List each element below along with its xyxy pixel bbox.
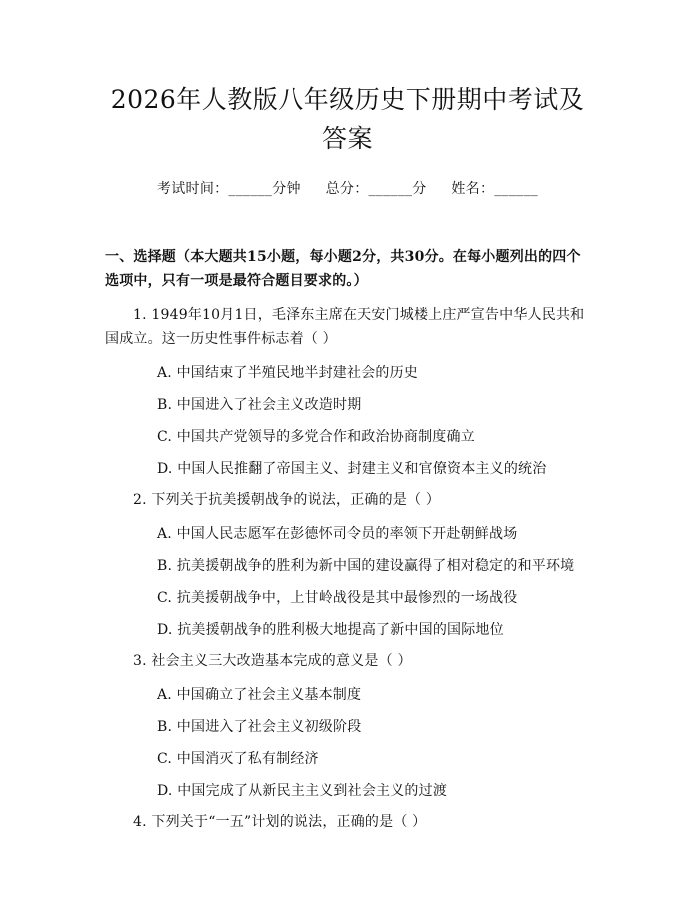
option-a: A. 中国确立了社会主义基本制度	[157, 687, 362, 703]
option-b: B. 中国进入了社会主义改造时期	[157, 397, 362, 413]
question-stem: 1. 1949年10月1日，毛泽东主席在天安门城楼上庄严宣告中华人民共和国成立。这一历史性事件标志着（ ）	[105, 307, 585, 347]
question-4	[105, 810, 590, 834]
total-score-field: 总分：______分	[325, 181, 427, 197]
exam-meta-line	[105, 178, 590, 198]
option-a: A. 中国结束了半殖民地半封建社会的历史	[157, 365, 419, 381]
option-c: C. 中国共产党领导的多党合作和政治协商制度确立	[157, 429, 475, 445]
option-d: D. 抗美援朝战争的胜利极大地提高了新中国的国际地位	[157, 622, 504, 638]
answer-options	[105, 364, 590, 479]
question-1	[105, 303, 590, 479]
answer-options	[105, 525, 590, 640]
question-stem: 4. 下列关于“一五”计划的说法，正确的是（ ）	[133, 814, 427, 830]
option-d: D. 中国人民推翻了帝国主义、封建主义和官僚资本主义的统治	[157, 461, 547, 477]
option-d: D. 中国完成了从新民主主义到社会主义的过渡	[157, 783, 448, 799]
question-2	[105, 488, 590, 640]
question-stem: 3. 社会主义三大改造基本完成的意义是（ ）	[133, 653, 412, 669]
question-stem: 2. 下列关于抗美援朝战争的说法，正确的是（ ）	[133, 492, 441, 508]
multiple-choice-section-title: 一、选择题（本大题共15小题，每小题2分，共30分。在每小题列出的四个选项中，只有一项是最符合题目要求的。）	[105, 249, 581, 289]
option-a: A. 中国人民志愿军在彭德怀司令员的率领下开赴朝鲜战场	[157, 526, 518, 542]
option-b: B. 中国进入了社会主义初级阶段	[157, 719, 362, 735]
option-b: B. 抗美援朝战争的胜利为新中国的建设赢得了相对稳定的和平环境	[157, 558, 575, 574]
question-3	[105, 649, 590, 801]
option-c: C. 中国消灭了私有制经济	[157, 751, 319, 767]
exam-time-field: 考试时间：______分钟	[156, 181, 301, 197]
option-c: C. 抗美援朝战争中，上甘岭战役是其中最惨烈的一场战役	[157, 590, 518, 606]
student-name-field: 姓名：______	[451, 181, 539, 197]
exam-title: 2026年人教版八年级历史下册期中考试及答案	[110, 85, 585, 153]
answer-options	[105, 686, 590, 801]
